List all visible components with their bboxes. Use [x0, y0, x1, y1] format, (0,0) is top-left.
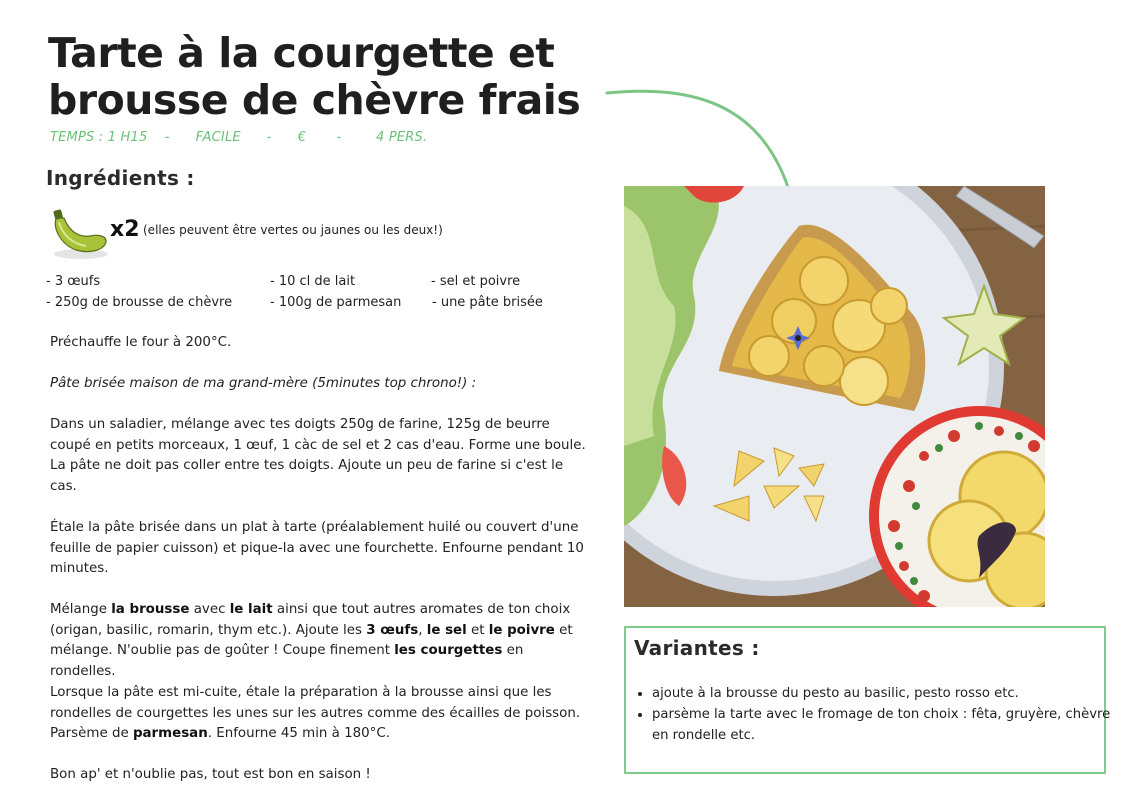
- variantes-list: [634, 684, 1112, 746]
- ingredient-item: - 10 cl de lait: [270, 274, 356, 289]
- zucchini-illustration: [50, 206, 112, 262]
- ingredient-item: - sel et poivre: [431, 274, 521, 289]
- ingredient-highlight: le lait: [229, 602, 273, 617]
- step-pastry: Dans un saladier, mélange avec tes doigts 250g de farine, 125g de beurre coupé en petits morceaux, 1 œuf, 1 càc de sel et 2 cas d'eau. Forme une boule. La pâte ne doit pas coller entre tes doigts. Ajoute un peu de farine si c'est le cas.: [50, 417, 586, 494]
- recipe-meta: TEMPS : 1 H15 - FACILE - € - 4 PERS.: [50, 130, 428, 145]
- ingredient-highlight: parmesan: [132, 726, 208, 742]
- ingredient-item: - une pâte brisée: [432, 295, 543, 310]
- ingredient-highlight: la brousse: [111, 602, 190, 617]
- ingredient-highlight: les courgettes: [394, 643, 503, 659]
- ingredient-item: - 100g de parmesan: [270, 295, 402, 310]
- variantes-box: [624, 626, 1111, 774]
- ingredient-highlight: le sel: [426, 622, 467, 638]
- variante-item: • ajoute à la brousse du pesto au basilic, pesto rosso etc.: [652, 684, 1112, 705]
- ingredient-highlight: 3 œufs: [366, 622, 419, 638]
- zucchini-note: (elles peuvent être vertes ou jaunes ou les deux!): [143, 223, 443, 237]
- variantes-heading: Variantes :: [634, 636, 760, 660]
- step-preheat: Préchauffe le four à 200°C.: [50, 335, 232, 350]
- step-spread: Étale la pâte brisée dans un plat à tarte (préalablement huilé ou couvert d'une feuille de papier cuisson) et pique-la avec une fourchette. Enfourne pendant 10 minutes.: [50, 520, 584, 577]
- tart-slice-photo: [624, 186, 1045, 607]
- ingredient-item: - 250g de brousse de chèvre: [46, 295, 233, 310]
- ingredient-highlight: le poivre: [488, 622, 555, 638]
- step-mix: Mélange la brousse avec le lait ainsi que tout autres aromates de ton choix (origan, basilic, romarin, thym etc.). Ajoute les 3 œufs, le sel et le poivre et mélange. N'oublie pas de goûter ! Coupe finement les courgettes en rondelles.: [50, 602, 573, 679]
- zucchini-count: x2: [110, 217, 140, 242]
- ingredients-heading: Ingrédients :: [46, 166, 195, 190]
- ingredient-item: - 3 œufs: [46, 274, 101, 289]
- closing-line: Bon ap' et n'oublie pas, tout est bon en saison !: [50, 767, 371, 782]
- recipe-title: Tarte à la courgette et brousse de chèvre frais: [48, 29, 581, 124]
- pastry-heading: Pâte brisée maison de ma grand-mère (5minutes top chrono!) :: [50, 376, 477, 391]
- variante-item: • parsème la tarte avec le fromage de ton choix : fêta, gruyère, chèvre en rondelle etc.: [652, 705, 1112, 747]
- step-assemble: Lorsque la pâte est mi-cuite, étale la préparation à la brousse ainsi que les rondelles de courgettes les unes sur les autres comme des écailles de poisson. Parsème de parmesan. Enfourne 45 min à 180°C.: [50, 685, 581, 742]
